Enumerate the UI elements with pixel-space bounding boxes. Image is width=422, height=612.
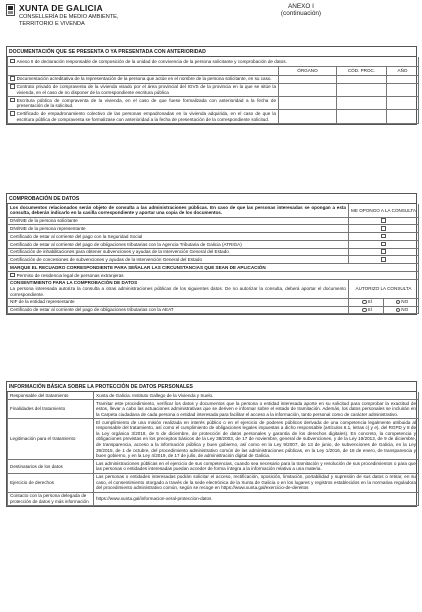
auth-nif-yes-radio[interactable] bbox=[362, 300, 366, 304]
department-line-2: TERRITORIO E VIVENDA bbox=[19, 20, 85, 27]
consent-header-row bbox=[8, 279, 419, 298]
check-row-grants bbox=[8, 256, 419, 264]
auth-nif-yes-label: SÍ bbox=[367, 299, 372, 305]
dp-label-controller: Responsable del tratamiento bbox=[8, 392, 94, 399]
residence-permit-checkbox[interactable] bbox=[10, 273, 15, 278]
anexo-ii-label: Anexo II de declaración responsable de composición de la unidad de convivencia de la persona solicitante y comprobación de datos. bbox=[16, 58, 287, 64]
oppose-checkbox-atriga[interactable] bbox=[381, 242, 386, 247]
dp-row-rights bbox=[8, 473, 419, 492]
dp-label-rights: Ejercicio de derechos bbox=[8, 473, 94, 492]
check-row-atriga bbox=[8, 240, 419, 248]
dp-label-legitimation: Legitimación para el tratamiento bbox=[8, 418, 94, 459]
auth-row-aeat bbox=[8, 306, 419, 314]
oppose-checkbox-dni-applicant[interactable] bbox=[381, 218, 386, 223]
doc-cod-public-deed[interactable] bbox=[337, 96, 387, 109]
data-protection-table bbox=[7, 392, 419, 506]
doc-checkbox-private-contract[interactable] bbox=[10, 84, 15, 89]
dp-text-purposes: Tramitar este procedimiento, verificar los datos y documentos que la persona o entidad interesada aporte en su solicitud para comprobar la exactitud de estos, llevar a cabo las actuaciones administrativas que se deriven e informar sobre el estado de tramitación. Además, los datos personales se incluirán en la Carpeta ciudadana de cada persona o entidad interesada para facilitar el acceso a la información, tanto personal como de carácter administrativo. bbox=[94, 399, 419, 418]
documentation-table bbox=[7, 57, 419, 124]
org-name: XUNTA DE GALICIA bbox=[19, 3, 103, 13]
page-header bbox=[0, 0, 422, 44]
doc-row-registration-certificate bbox=[8, 110, 419, 123]
data-check-section bbox=[6, 193, 417, 315]
auth-aeat-no-label: NO bbox=[401, 307, 409, 313]
dp-text-legitimation: El cumplimiento de una misión realizada en interés público o en el ejercicio de poderes públicos derivada de una competencia legalmente atribuida al responsable del tratamiento, así como el cumplimiento de obligaciones legales impuestas a dicho responsable (artículos 6.1, letras c) y e), del RGPD y 8 de la Ley orgánica 3/2018, de 5 de diciembre, de protección de datos personales y garantía de los derechos digitales). En concreto, la competencia y obligaciones previstas en los preceptos básicos de la Ley 38/2003, de 17 de noviembre, general de subvenciones, y de la Ley 19/2013, de 9 de diciembre, de transparencia, acceso a la información pública y buen gobierno, así como en la Ley 9/2007, de 13 de junio, de subvenciones de Galicia, en la Ley 39/2015, de 1 de octubre, del procedimiento administrativo común de las administraciones públicas, en la Ley 1/2016, de 18 de enero, de transparencia y buen gobierno, y en la Ley 4/2019, de 17 de julio, de administración digital de Galicia. bbox=[94, 418, 419, 459]
doc-ano-public-deed[interactable] bbox=[387, 96, 419, 109]
doc-row-public-deed bbox=[8, 96, 419, 109]
department-line-1: CONSELLERÍA DE MEDIO AMBIENTE, bbox=[19, 14, 119, 20]
doc-organo-public-deed[interactable] bbox=[279, 96, 337, 109]
data-check-intro-row bbox=[8, 204, 419, 217]
check-row-dni-applicant bbox=[8, 217, 419, 225]
check-row-dni-representative bbox=[8, 225, 419, 233]
data-check-title: COMPROBACIÓN DE DATOS bbox=[7, 194, 416, 204]
check-label-dni-applicant: DNI/NIE de la persona solicitante bbox=[8, 217, 349, 225]
dp-text-rights: Las personas o entidades interesadas podrán solicitar el acceso, rectificación, oposición, limitación, portabilidad y supresión de sus datos o retirar, en su caso, el consentimiento otorgado a través de la sede electrónica de la Xunta de Galicia o en los lugares y registros establecidos en la normativa reguladora del procedimiento administrativo común, según se recoge en https://www.xunta.gal/exercicio-de-dereitos bbox=[94, 473, 419, 492]
doc-label-registration-certificate: Certificado de empadronamiento colectivo de las personas empadronadas en la vivienda adquirida, en el caso de que la escritura pública de compraventa se formalizase con anterioridad a la fecha de presentación de la correspondiente solicitud. bbox=[16, 110, 276, 122]
dp-text-contact[interactable]: https://www.xunta.gal/informacion-xeral-proteccion-datos bbox=[94, 492, 419, 505]
doc-row-representation bbox=[8, 75, 419, 83]
auth-row-nif bbox=[8, 298, 419, 306]
dp-row-legitimation bbox=[8, 418, 419, 459]
oppose-checkbox-grants[interactable] bbox=[381, 257, 386, 262]
dp-label-contact: Contacto con la persona delegada de protección de datos y más información bbox=[8, 492, 94, 505]
doc-checkbox-public-deed[interactable] bbox=[10, 98, 15, 103]
doc-cod-representation[interactable] bbox=[337, 75, 387, 83]
doc-cod-private-contract[interactable] bbox=[337, 83, 387, 96]
dp-row-controller bbox=[8, 392, 419, 399]
doc-organo-representation[interactable] bbox=[279, 75, 337, 83]
doc-label-public-deed: Escritura pública de compraventa de la vivienda, en el caso de que fuese formalizada con anterioridad a la fecha de presentación de la solicitud. bbox=[16, 97, 276, 109]
data-check-table bbox=[7, 204, 419, 314]
xunta-logo bbox=[6, 4, 15, 16]
anexo-ii-row bbox=[8, 57, 419, 66]
dp-label-recipients: Destinatarios de los datos bbox=[8, 460, 94, 473]
auth-label-aeat: Certificado de estar al corriente del pago de obligaciones tributarias con la AEAT bbox=[8, 306, 349, 314]
col-oppose: ME OPONGO A LA CONSULTA bbox=[349, 204, 419, 217]
doc-checkbox-representation[interactable] bbox=[10, 76, 15, 81]
auth-aeat-yes-label: SÍ bbox=[367, 307, 372, 313]
doc-ano-registration-certificate[interactable] bbox=[387, 110, 419, 123]
department-name bbox=[19, 14, 179, 27]
col-ano: AÑO bbox=[387, 66, 419, 75]
data-protection-section bbox=[6, 381, 417, 507]
mark-row-residence-permit bbox=[8, 272, 419, 280]
check-row-social-security bbox=[8, 233, 419, 241]
mark-circumstances-title: MARQUE EL RECUADRO CORRESPONDIENTE PARA SEÑALAR LAS CIRCUNSTANCIAS QUE SEAN DE APLICACIÓN bbox=[8, 264, 419, 272]
auth-nif-no-radio[interactable] bbox=[396, 300, 400, 304]
check-row-disqualifications bbox=[8, 248, 419, 256]
doc-row-private-contract bbox=[8, 83, 419, 96]
doc-organo-registration-certificate[interactable] bbox=[279, 110, 337, 123]
consent-title: CONSENTIMIENTO PARA LA COMPROBACIÓN DE DATOS bbox=[10, 280, 138, 286]
col-cod-proc: CÓD. PROC. bbox=[337, 66, 387, 75]
auth-aeat-yes-radio[interactable] bbox=[362, 308, 366, 312]
annex-title: ANEXO I bbox=[288, 3, 314, 10]
mark-title-row bbox=[8, 264, 419, 272]
dp-label-purposes: Finalidades del tratamiento bbox=[8, 399, 94, 418]
doc-organo-private-contract[interactable] bbox=[279, 83, 337, 96]
check-label-atriga: Certificado de estar al corriente del pago de obligaciones tributarias con la Agencia Tributaria de Galicia (ATRIGA) bbox=[8, 240, 349, 248]
doc-ano-representation[interactable] bbox=[387, 75, 419, 83]
doc-cod-registration-certificate[interactable] bbox=[337, 110, 387, 123]
check-label-dni-representative: DNI/NIE de la persona representante bbox=[8, 225, 349, 233]
annex-heading bbox=[226, 3, 376, 18]
auth-nif-no-label: NO bbox=[401, 299, 409, 305]
doc-checkbox-registration-certificate[interactable] bbox=[10, 111, 15, 116]
auth-aeat-no-radio[interactable] bbox=[396, 308, 400, 312]
dp-text-recipients: Las administraciones públicas en el ejercicio de sus competencias, cuando sea necesario para la tramitación y resolución de sus procedimientos o para que las personas o entidades interesadas puedan acceder de forma íntegra a la información relativa a una materia. bbox=[94, 460, 419, 473]
residence-permit-label: Permiso de residencia legal de personas extranjeras bbox=[16, 272, 124, 278]
data-protection-title: INFORMACIÓN BÁSICA SOBRE LA PROTECCIÓN DE DATOS PERSONALES bbox=[7, 382, 416, 392]
doc-label-private-contract: Contrato privado de compraventa de la vivienda visado por el área provincial del IGVS de la provincia en la que se sitúe la vivienda, en el caso de no disponer de la correspondiente escritura pública bbox=[16, 84, 276, 95]
doc-ano-private-contract[interactable] bbox=[387, 83, 419, 96]
documentation-section bbox=[6, 46, 417, 125]
check-label-disqualifications: Certificación de inhabilitaciones para obtener subvenciones y ayudas de la Intervención General del Estado bbox=[8, 248, 349, 256]
col-organo: ÓRGANO bbox=[279, 66, 337, 75]
doc-label-representation: Documentación acreditativa de la representación de la persona que actúe en el nombre de la persona solicitante, en su caso. bbox=[16, 76, 272, 82]
anexo-ii-checkbox[interactable] bbox=[10, 59, 15, 64]
documentation-table-header bbox=[8, 66, 419, 75]
dp-row-contact bbox=[8, 492, 419, 505]
dp-text-controller: Xunta de Galicia. Instituto Gallego de la Vivienda y Suelo. bbox=[94, 392, 419, 399]
oppose-checkbox-social-security[interactable] bbox=[381, 234, 386, 239]
consent-text: La persona interesada autoriza la consulta a otras administraciones públicas de los siguientes datos. De no autorizar la consulta, deberá aportar el documento correspondiente. bbox=[10, 286, 346, 297]
oppose-checkbox-dni-representative[interactable] bbox=[381, 226, 386, 231]
check-label-grants: Certificación de concesiones de subvenciones y ayudas de la Intervención General del Estado bbox=[8, 256, 349, 264]
auth-label-nif: NIF de la entidad representante bbox=[8, 298, 349, 306]
data-check-intro: Los documentos relacionados serán objeto de consulta a las administraciones públicas. En caso de que las personas interesadas se opongan a esta consulta, deberán indicarlo en la casilla correspondiente y aportar una copia de los documentos. bbox=[8, 204, 349, 217]
dp-row-recipients bbox=[8, 460, 419, 473]
annex-subtitle: (continuación) bbox=[280, 10, 322, 18]
oppose-checkbox-disqualifications[interactable] bbox=[381, 249, 386, 254]
documentation-title: DOCUMENTACIÓN QUE SE PRESENTA O YA PRESENTADA CON ANTERIORIDAD bbox=[7, 47, 416, 57]
dp-row-purposes bbox=[8, 399, 419, 418]
col-authorize: AUTORIZO LA CONSULTA bbox=[349, 279, 419, 298]
check-label-social-security: Certificado de estar al corriente del pago con la Seguridad Social bbox=[8, 233, 349, 241]
